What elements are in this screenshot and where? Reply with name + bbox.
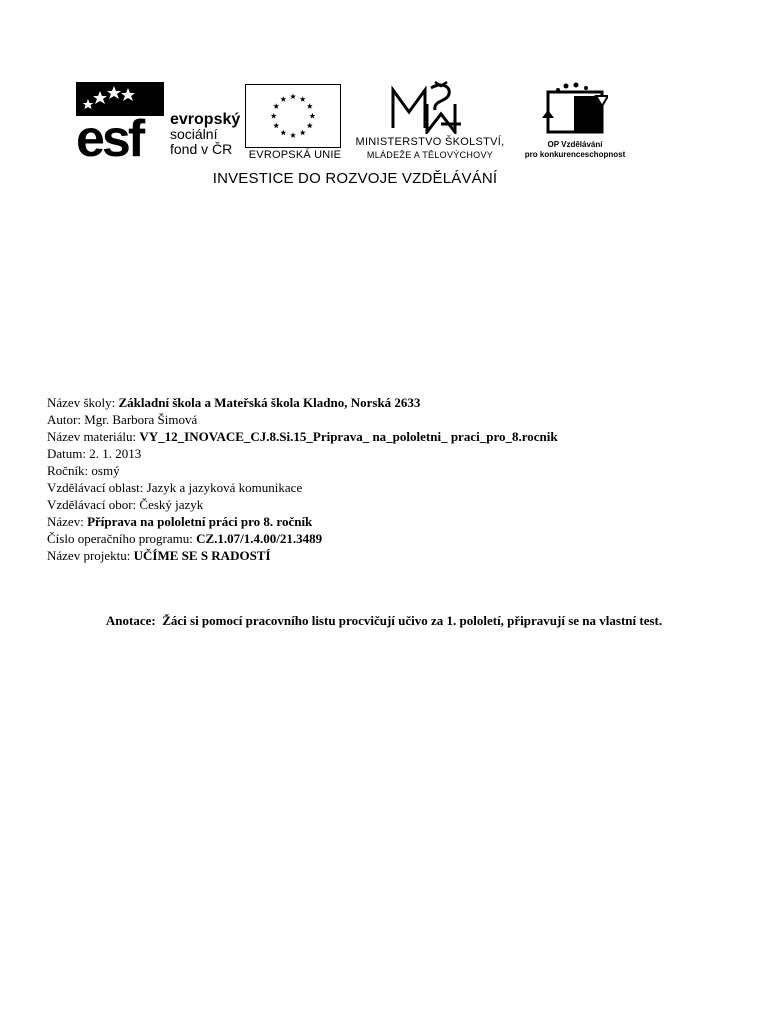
info-label: Název: (47, 514, 88, 529)
info-row (47, 411, 747, 428)
eu-star-icon (271, 113, 277, 119)
document-info (47, 394, 747, 564)
anotace-label: Anotace: (105, 613, 156, 628)
eu-star-icon (280, 130, 286, 136)
msmt-line2: MLÁDEŽE A TĚLOVÝCHOVY (366, 150, 494, 160)
msmt-logo-icon (391, 80, 461, 134)
info-row (47, 479, 747, 496)
info-row (47, 513, 747, 530)
info-label: Autor: (47, 412, 85, 427)
info-label: Ročník: (47, 463, 92, 478)
info-value: UČÍME SE S RADOSTÍ (133, 548, 271, 563)
esf-line1: evropský (170, 111, 241, 128)
op-logo (520, 82, 630, 164)
eu-star-icon (280, 96, 286, 102)
eu-star-icon (307, 123, 313, 129)
esf-logo (76, 82, 256, 162)
info-label: Název materiálu: (47, 429, 140, 444)
info-row (47, 445, 747, 462)
info-row (47, 462, 747, 479)
anotace-text: Žáci si pomocí pracovního listu procvičují učivo za 1. pololetí, připravují se na vlastní test. (162, 613, 663, 628)
eu-star-icon (307, 103, 313, 109)
esf-line3: fond v ČR (170, 141, 233, 157)
info-label: Vzdělávací oblast: (47, 480, 147, 495)
eu-star-icon (290, 94, 296, 100)
info-value: 2. 1. 2013 (89, 446, 142, 461)
tagline: INVESTICE DO ROZVOJE VZDĚLÁVÁNÍ (212, 170, 498, 187)
info-row (47, 496, 747, 513)
msmt-line1: MINISTERSTVO ŠKOLSTVÍ, (355, 136, 505, 148)
info-value: Jazyk a jazyková komunikace (146, 480, 303, 495)
info-label: Název projektu: (47, 548, 134, 563)
svg-text:esf: esf (76, 110, 143, 158)
esf-text (170, 112, 240, 157)
info-value: VY_12_INOVACE_CJ.8.Si.15_Priprava_ na_pololetni_ praci_pro_8.rocnik (139, 429, 558, 444)
info-label: Název školy: (47, 395, 119, 410)
info-value: Příprava na pololetní práci pro 8. ročník (87, 514, 313, 529)
op-line2: pro konkurenceschopnost (524, 150, 626, 159)
logo-banner (50, 62, 660, 200)
eu-star-icon (290, 132, 296, 138)
info-value: osmý (91, 463, 120, 478)
info-label: Číslo operačního programu: (47, 531, 197, 546)
info-value: Český jazyk (139, 497, 204, 512)
info-value: Mgr. Barbora Šimová (84, 412, 198, 427)
eu-label: EVROPSKÁ UNIE (248, 149, 342, 161)
eu-star-icon (300, 96, 306, 102)
eu-star-icon (273, 103, 279, 109)
eu-logo (245, 84, 345, 162)
info-label: Vzdělávací obor: (47, 497, 140, 512)
info-row (47, 530, 747, 547)
op-logo-icon (542, 82, 608, 136)
info-row (47, 394, 747, 411)
info-value: CZ.1.07/1.4.00/21.3489 (196, 531, 323, 546)
op-line1: OP Vzdělávání (547, 140, 603, 149)
eu-flag-icon (245, 84, 341, 148)
info-row (47, 547, 747, 564)
info-row (47, 428, 747, 445)
eu-star-icon (300, 130, 306, 136)
eu-star-icon (273, 123, 279, 129)
info-label: Datum: (47, 446, 90, 461)
esf-logo-icon (76, 82, 164, 158)
info-value: Základní škola a Mateřská škola Kladno, Norská 2633 (118, 395, 421, 410)
msmt-logo (345, 80, 515, 164)
anotace (0, 613, 768, 629)
esf-line2: sociální (170, 126, 218, 142)
eu-star-icon (309, 113, 315, 119)
